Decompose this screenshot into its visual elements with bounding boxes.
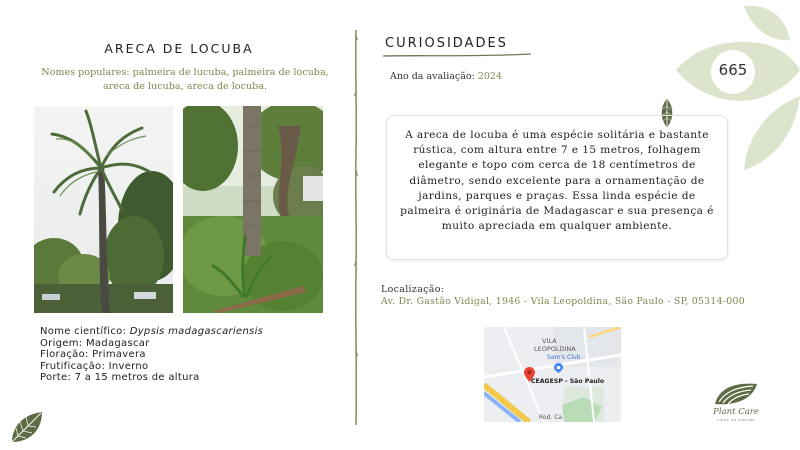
- heading-underline: [383, 52, 531, 58]
- plant-care-logo-icon: [713, 380, 759, 406]
- plant-photo-garden: [183, 106, 323, 313]
- column-divider: [353, 30, 359, 425]
- shopping-bag-icon[interactable]: [554, 363, 563, 373]
- plant-photo-palm: [34, 106, 173, 313]
- plant-care-logo-subtitle: cuide de plantas: [717, 418, 755, 422]
- palm-photo-illustration: [34, 106, 173, 313]
- plant-specs: [40, 326, 263, 384]
- decorative-leaves: [672, 0, 800, 180]
- map-road-label: Rod. Ca: [539, 414, 563, 421]
- plant-number-badge: 665: [718, 61, 748, 79]
- spec-scientific-label: Nome científico:: [40, 326, 130, 337]
- curiosities-heading: CURIOSIDADES: [385, 36, 508, 51]
- spec-flowering: Floração: Primavera: [40, 349, 146, 361]
- location-label: Localização:: [381, 284, 445, 295]
- evaluation-year-label: Ano da avaliação:: [390, 71, 478, 82]
- plant-title: ARECA DE LOCUBA: [104, 41, 254, 56]
- location-address[interactable]: Av. Dr. Gastão Vidigal, 1946 - Vila Leopoldina, São Paulo - SP, 05314-000: [381, 296, 745, 307]
- garden-photo-illustration: [183, 106, 323, 313]
- map-district-line2: LEOPOLDINA: [534, 345, 576, 353]
- spec-scientific-name: [40, 326, 263, 338]
- map-poi-store[interactable]: Sam's Club: [547, 354, 581, 361]
- evaluation-year-value: 2024: [477, 71, 503, 82]
- spec-origin: Origem: Madagascar: [40, 337, 150, 349]
- evaluation-year: [390, 71, 502, 82]
- spec-size: Porte: 7 a 15 metros de altura: [40, 372, 200, 384]
- leaf-icon: [8, 408, 46, 446]
- spec-fruiting: Frutificação: Inverno: [40, 360, 149, 372]
- map-district-line1: VILA: [542, 337, 557, 345]
- map-poi-pin: CEAGESP - São Paulo: [531, 378, 605, 385]
- spec-scientific-value: Dypsis madagascariensis: [129, 326, 264, 337]
- location-map[interactable]: [484, 327, 621, 422]
- popular-names: Nomes populares: palmeira de lucuba, palmeira de locuba, areca de lucuba, areca de locuba.: [41, 67, 329, 92]
- curiosities-description: A areca de locuba é uma espécie solitária e bastante rústica, com altura entre 7 e 15 metros, folhagem elegante e topo com cerca de 18 centímetros de diâmetro, sendo excelente para a ornamentação de jardins, parques e praças. Essa linda espécie de palmeira é originária de Madagascar e sua presença é muito apreciada em qualquer ambiente.: [400, 129, 714, 233]
- plant-care-logo-title: Plant Care: [713, 407, 759, 417]
